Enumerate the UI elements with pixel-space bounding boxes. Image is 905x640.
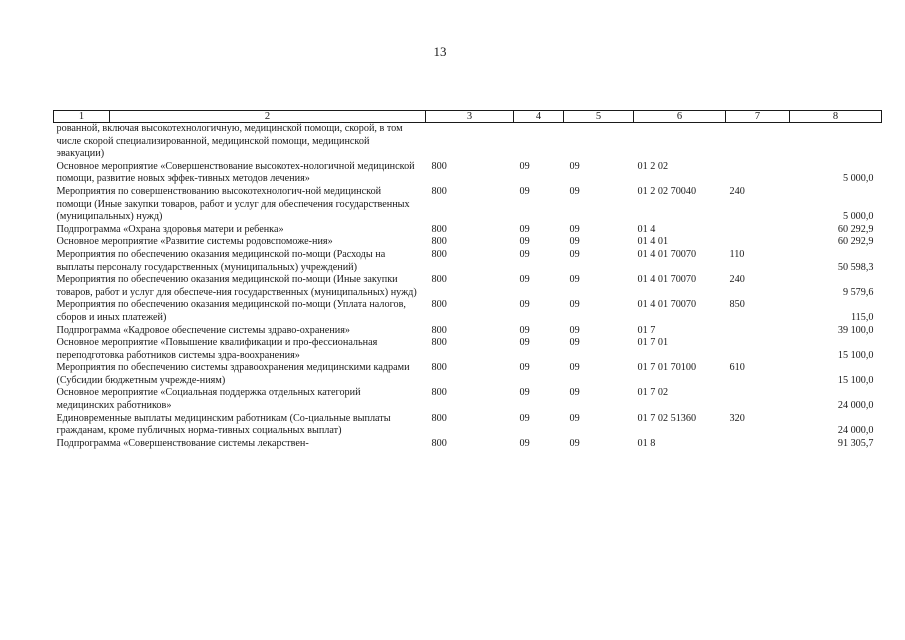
cell-expense-type xyxy=(726,123,790,161)
cell-subsection: 09 xyxy=(569,362,580,374)
column-header-8: 8 xyxy=(790,111,882,123)
cell-department: 800 xyxy=(431,274,447,286)
table-row xyxy=(54,224,882,237)
cell-department xyxy=(426,123,514,161)
cell-subsection: 09 xyxy=(569,324,580,336)
cell-amount xyxy=(790,123,882,161)
cell-amount: 24 000,0 xyxy=(837,425,874,437)
cell-target-article: 01 4 01 70070 xyxy=(637,299,697,311)
cell-section: 09 xyxy=(519,274,530,286)
cell-expense-type xyxy=(726,325,790,338)
cell-expense-type xyxy=(726,224,790,237)
cell-section: 09 xyxy=(519,362,530,374)
cell-section: 09 xyxy=(519,160,530,172)
column-header-6: 6 xyxy=(634,111,726,123)
table-row xyxy=(54,161,882,186)
budget-table xyxy=(53,110,882,450)
cell-section: 09 xyxy=(519,387,530,399)
cell-name: Мероприятия по обеспечению оказания медицинской по-мощи (Расходы на выплаты персоналу государственных (муниципальных) учреждений) xyxy=(56,248,386,273)
cell-name: Мероприятия по обеспечению системы здравоохранения медицинскими кадрами (Субсидии бюджетным учрежде-ниям) xyxy=(56,362,410,386)
cell-department: 800 xyxy=(431,185,447,197)
cell-section: 09 xyxy=(519,337,530,349)
cell-subsection: 09 xyxy=(569,223,580,235)
cell-amount: 5 000,0 xyxy=(842,211,874,223)
cell-name: Мероприятия по совершенствованию высокотехнологич-ной медицинской помощи (Иные закупки товаров, работ и услуг для обеспечения государственных (муниципальных) нужд) xyxy=(56,185,410,223)
cell-section: 09 xyxy=(519,412,530,424)
cell-department: 800 xyxy=(431,324,447,336)
cell-subsection: 09 xyxy=(569,337,580,349)
cell-department: 800 xyxy=(431,362,447,374)
cell-amount: 50 598,3 xyxy=(837,261,874,273)
cell-subsection: 09 xyxy=(569,412,580,424)
cell-section: 09 xyxy=(519,299,530,311)
column-header-2: 2 xyxy=(110,111,426,123)
table-row xyxy=(54,249,882,274)
table-row xyxy=(54,186,882,224)
cell-name: Подпрограмма «Охрана здоровья матери и ребенка» xyxy=(56,223,284,235)
cell-amount: 39 100,0 xyxy=(837,324,874,336)
table-row xyxy=(54,362,882,387)
cell-expense-type: 110 xyxy=(729,248,745,260)
table-row xyxy=(54,236,882,249)
cell-department: 800 xyxy=(431,437,447,449)
cell-subsection xyxy=(564,123,634,161)
cell-target-article: 01 8 xyxy=(637,437,656,449)
cell-section: 09 xyxy=(519,223,530,235)
cell-target-article: 01 7 01 xyxy=(637,337,669,349)
cell-target-article: 01 2 02 70040 xyxy=(637,185,697,197)
cell-department: 800 xyxy=(431,387,447,399)
column-header-5: 5 xyxy=(564,111,634,123)
cell-department: 800 xyxy=(431,337,447,349)
cell-target-article: 01 7 01 70100 xyxy=(637,362,697,374)
cell-name: Основное мероприятие «Совершенствование высокотех-нологичной медицинской помощи, развитие новых эффек-тивных методов лечения» xyxy=(56,160,415,185)
table-body xyxy=(54,123,882,451)
cell-department: 800 xyxy=(431,223,447,235)
cell-expense-type: 240 xyxy=(729,185,745,197)
cell-expense-type: 320 xyxy=(729,412,745,424)
cell-department: 800 xyxy=(431,236,447,248)
column-header-4: 4 xyxy=(514,111,564,123)
cell-amount: 15 100,0 xyxy=(837,349,874,361)
cell-section xyxy=(514,123,564,161)
cell-target-article: 01 4 01 70070 xyxy=(637,248,697,260)
cell-section: 09 xyxy=(519,437,530,449)
cell-name: Основное мероприятие «Повышение квалификации и про-фессиональная переподготовка работников системы здра-воохранения» xyxy=(56,337,378,361)
cell-subsection: 09 xyxy=(569,299,580,311)
cell-expense-type xyxy=(726,236,790,249)
cell-expense-type xyxy=(726,161,790,186)
table-row xyxy=(54,337,882,362)
cell-subsection: 09 xyxy=(569,274,580,286)
cell-amount: 5 000,0 xyxy=(842,173,874,185)
cell-amount: 60 292,9 xyxy=(837,223,874,235)
table-row xyxy=(54,438,882,451)
cell-section: 09 xyxy=(519,185,530,197)
column-header-3: 3 xyxy=(426,111,514,123)
cell-name: Подпрограмма «Совершенствование системы лекарствен- xyxy=(56,437,309,449)
cell-subsection: 09 xyxy=(569,185,580,197)
cell-target-article: 01 4 01 70070 xyxy=(637,274,697,286)
cell-target-article: 01 7 02 51360 xyxy=(637,412,697,424)
cell-name: Единовременные выплаты медицинским работникам (Со-циальные выплаты гражданам, кроме публичных норма-тивных социальных выплат) xyxy=(56,412,391,437)
cell-expense-type: 240 xyxy=(729,274,745,286)
cell-subsection: 09 xyxy=(569,160,580,172)
cell-target-article: 01 4 xyxy=(637,223,656,235)
cell-name: Мероприятия по обеспечению оказания медицинской по-мощи (Иные закупки товаров, работ и услуг для обеспече-ния государственных (муниципальных) нужд) xyxy=(56,274,417,298)
cell-section: 09 xyxy=(519,248,530,260)
cell-target-article: 01 7 02 xyxy=(637,387,669,399)
cell-subsection: 09 xyxy=(569,236,580,248)
table-row xyxy=(54,387,882,412)
cell-subsection: 09 xyxy=(569,437,580,449)
table-row xyxy=(54,299,882,324)
cell-amount: 60 292,9 xyxy=(837,236,874,248)
cell-target-article xyxy=(634,123,726,161)
cell-amount: 91 305,7 xyxy=(837,437,874,449)
page-number: 13 xyxy=(433,44,447,59)
table-header xyxy=(54,111,882,123)
cell-department: 800 xyxy=(431,412,447,424)
cell-expense-type: 610 xyxy=(729,362,745,374)
cell-subsection: 09 xyxy=(569,248,580,260)
cell-department: 800 xyxy=(431,248,447,260)
cell-amount: 115,0 xyxy=(850,311,874,323)
cell-expense-type xyxy=(726,438,790,451)
cell-amount: 9 579,6 xyxy=(842,286,874,298)
column-header-1: 1 xyxy=(54,111,110,123)
cell-name: Мероприятия по обеспечению оказания медицинской по-мощи (Уплата налогов, сборов и иных платежей) xyxy=(56,299,406,323)
table-row xyxy=(54,413,882,438)
cell-expense-type xyxy=(726,337,790,362)
column-header-7: 7 xyxy=(726,111,790,123)
cell-section: 09 xyxy=(519,236,530,248)
cell-department: 800 xyxy=(431,160,447,172)
cell-expense-type: 850 xyxy=(729,299,745,311)
cell-section: 09 xyxy=(519,324,530,336)
table-row xyxy=(54,274,882,299)
cell-subsection: 09 xyxy=(569,387,580,399)
cell-name: Подпрограмма «Кадровое обеспечение системы здраво-охранения» xyxy=(56,324,350,336)
table-row xyxy=(54,325,882,338)
cell-department: 800 xyxy=(431,299,447,311)
cell-expense-type xyxy=(726,387,790,412)
cell-amount: 24 000,0 xyxy=(837,400,874,412)
cell-target-article: 01 4 01 xyxy=(637,236,669,248)
cell-name: рованной, включая высокотехнологичную, медицинской помощи, скорой, в том числе скорой специализированной, медицинской помощи, медицинской эвакуации) xyxy=(56,123,403,160)
cell-amount: 15 100,0 xyxy=(837,374,874,386)
cell-name: Основное мероприятие «Социальная поддержка отдельных категорий медицинских работников» xyxy=(56,387,361,412)
cell-name: Основное мероприятие «Развитие системы родовспоможе-ния» xyxy=(56,236,333,248)
cell-target-article: 01 7 xyxy=(637,324,656,336)
table-row xyxy=(54,123,882,161)
cell-target-article: 01 2 02 xyxy=(637,160,669,172)
